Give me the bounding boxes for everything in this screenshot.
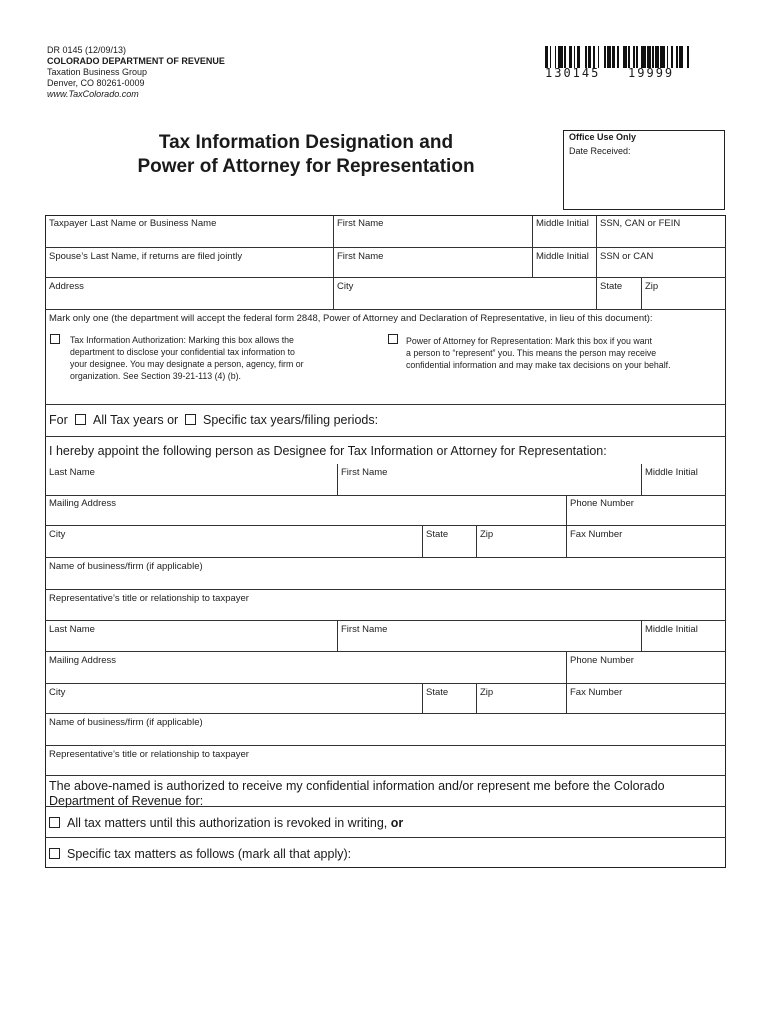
all-tax-years-checkbox[interactable]	[75, 414, 86, 425]
designee1-state-label: State	[426, 529, 449, 540]
specific-tax-matters-label: Specific tax matters as follows (mark all that apply):	[67, 847, 352, 861]
taxpayer-id-label: SSN, CAN or FEIN	[600, 218, 681, 229]
designee2-first-name-label: First Name	[341, 624, 388, 635]
all-tax-matters-checkbox[interactable]	[49, 817, 60, 828]
designee2-title-label: Representative’s title or relationship to taxpayer	[49, 749, 249, 760]
all-tax-matters-label	[67, 816, 403, 831]
tax-info-line: Tax Information Authorization: Marking this box allows the	[70, 335, 294, 345]
tax-info-authorization-checkbox[interactable]	[50, 334, 60, 344]
form-title-line1: Tax Information Designation and	[158, 132, 454, 153]
form-id: DR 0145 (12/09/13)	[47, 45, 127, 55]
designee2-mailing-address-label: Mailing Address	[49, 655, 117, 666]
or-text: or	[390, 816, 404, 830]
department-website: www.TaxColorado.com	[47, 89, 139, 99]
office-use-title: Office Use Only	[569, 132, 637, 142]
designee2-business-name-label: Name of business/firm (if applicable)	[49, 717, 203, 728]
rule	[45, 837, 726, 838]
designee2-zip-label: Zip	[480, 687, 494, 698]
all-tax-matters-text: All tax matters until this authorization is revoked in writing,	[67, 816, 388, 830]
office-use-box	[563, 130, 725, 210]
authorization-text-line2: Department of Revenue for:	[49, 794, 204, 808]
designee2-city-field[interactable]	[46, 684, 421, 713]
all-tax-years-label: All Tax years or	[93, 413, 179, 427]
designee2-phone-label: Phone Number	[570, 655, 634, 666]
tax-info-authorization-text	[70, 334, 304, 382]
specific-tax-matters-checkbox[interactable]	[49, 848, 60, 859]
designee1-fax-label: Fax Number	[570, 529, 623, 540]
specific-tax-years-label: Specific tax years/filing periods:	[203, 413, 379, 427]
barcode-bar	[689, 46, 691, 68]
power-of-attorney-text	[406, 335, 671, 371]
spouse-first-name-label: First Name	[337, 251, 384, 262]
designee1-first-name-label: First Name	[341, 467, 388, 478]
poa-line: Power of Attorney for Representation: Mark this box if you want	[406, 336, 652, 346]
taxpayer-first-name-label: First Name	[337, 218, 384, 229]
date-received-label: Date Received:	[569, 146, 631, 156]
taxpayer-last-name-label: Taxpayer Last Name or Business Name	[49, 218, 217, 229]
designee2-fax-label: Fax Number	[570, 687, 623, 698]
address-field[interactable]	[46, 278, 332, 309]
poa-line: confidential information and may make tax decisions on your behalf.	[406, 360, 671, 370]
designee1-last-name-label: Last Name	[49, 467, 95, 478]
spouse-id-label: SSN or CAN	[600, 251, 654, 262]
designee1-business-name-label: Name of business/firm (if applicable)	[49, 561, 203, 572]
tax-info-line: department to disclose your confidential tax information to	[70, 347, 295, 357]
rule	[45, 775, 726, 776]
rule	[45, 404, 726, 405]
poa-line: a person to “represent” you. This means the person may receive	[406, 348, 657, 358]
appoint-text: I hereby appoint the following person as Designee for Tax Information or Attorney for Representation:	[49, 444, 607, 458]
designee2-state-label: State	[426, 687, 449, 698]
designee1-phone-label: Phone Number	[570, 498, 634, 509]
authorization-text-line1: The above-named is authorized to receive my confidential information and/or represent me before the Colorado	[49, 779, 665, 793]
barcode	[545, 46, 691, 68]
spouse-middle-initial-label: Middle Initial	[536, 251, 589, 262]
for-label: For	[49, 413, 68, 427]
specific-tax-years-field[interactable]	[400, 406, 725, 434]
designee1-zip-label: Zip	[480, 529, 494, 540]
city-label: City	[337, 281, 354, 292]
designee1-mailing-address-label: Mailing Address	[49, 498, 117, 509]
rule	[45, 436, 726, 437]
designee1-city-field[interactable]	[46, 526, 421, 557]
rule	[45, 309, 726, 310]
designee1-mailing-address-field[interactable]	[46, 496, 565, 525]
taxpayer-middle-initial-label: Middle Initial	[536, 218, 589, 229]
specific-tax-years-checkbox[interactable]	[185, 414, 196, 425]
form-title-line2: Power of Attorney for Representation	[137, 156, 475, 177]
designee2-middle-initial-label: Middle Initial	[645, 624, 698, 635]
designee2-last-name-label: Last Name	[49, 624, 95, 635]
state-label: State	[600, 281, 623, 292]
mark-only-one-text: Mark only one (the department will accept the federal form 2848, Power of Attorney and Declaration of Representative, in lieu of this document):	[49, 313, 653, 324]
city-field[interactable]	[334, 278, 595, 309]
spouse-last-name-label: Spouse’s Last Name, if returns are filed jointly	[49, 251, 243, 262]
designee2-city-label: City	[49, 687, 66, 698]
designee1-city-label: City	[49, 529, 66, 540]
designee1-title-label: Representative’s title or relationship to taxpayer	[49, 593, 249, 604]
department-name: COLORADO DEPARTMENT OF REVENUE	[47, 56, 225, 66]
business-group: Taxation Business Group	[47, 67, 148, 77]
tax-info-line: organization. See Section 39-21-113 (4) (b).	[70, 371, 241, 381]
tax-info-line: your designee. You may designate a person, agency, firm or	[70, 359, 304, 369]
power-of-attorney-checkbox[interactable]	[388, 334, 398, 344]
barcode-number: 130145 19999	[545, 66, 675, 80]
address-label: Address	[49, 281, 84, 292]
zip-label: Zip	[645, 281, 659, 292]
designee1-middle-initial-label: Middle Initial	[645, 467, 698, 478]
designee2-mailing-address-field[interactable]	[46, 652, 565, 683]
department-address: Denver, CO 80261-0009	[47, 78, 145, 88]
